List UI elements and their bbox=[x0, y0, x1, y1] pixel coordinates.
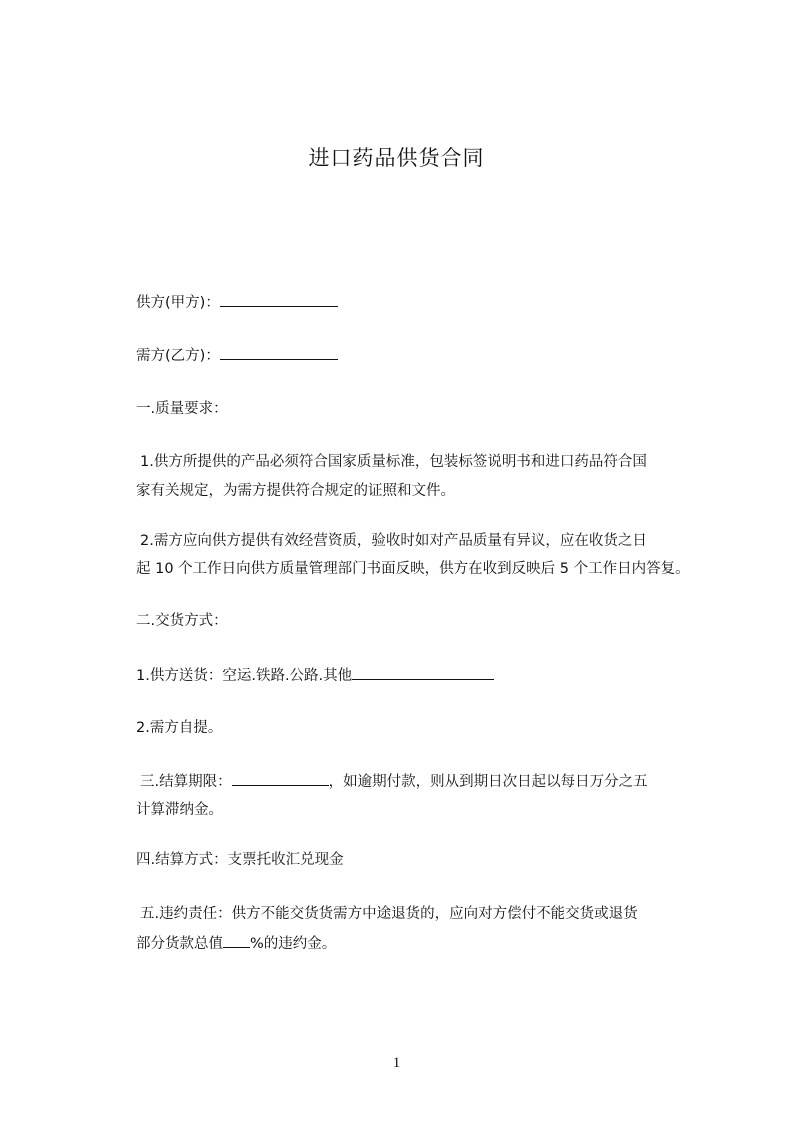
buyer-blank bbox=[220, 345, 338, 360]
section4: 四.结算方式：支票托收汇兑现金 bbox=[136, 852, 344, 868]
section2-heading: 二.交货方式： bbox=[136, 613, 228, 629]
supplier-line bbox=[136, 292, 338, 313]
buyer-line bbox=[136, 345, 338, 366]
page-number: 1 bbox=[392, 1055, 401, 1071]
section5-line2 bbox=[136, 933, 336, 954]
item2-1-text: 1.供方送货：空运.铁路.公路.其他 bbox=[136, 668, 353, 684]
item2-1 bbox=[136, 665, 494, 686]
section5-prefix: 部分货款总值 bbox=[136, 936, 223, 952]
document-title: 进口药品供货合同 bbox=[308, 146, 485, 170]
supplier-blank bbox=[220, 292, 338, 307]
section5-suffix: %的违约金。 bbox=[250, 936, 337, 952]
section3-line1 bbox=[140, 771, 648, 792]
item1-1-line2: 家有关规定，为需方提供符合规定的证照和文件。 bbox=[136, 483, 455, 499]
penalty-percent-blank bbox=[223, 933, 250, 948]
section5-line1: 五.违约责任：供方不能交货货需方中途退货的，应向对方偿付不能交货或退货 bbox=[140, 906, 638, 922]
section3-line2: 计算滞纳金。 bbox=[136, 802, 223, 818]
buyer-label: 需方(乙方)： bbox=[136, 348, 220, 364]
item1-2-line2: 起 10 个工作日向供方质量管理部门书面反映，供方在收到反映后 5 个工作日内答复。 bbox=[136, 561, 690, 577]
item2-2: 2.需方自提。 bbox=[136, 720, 223, 736]
section1-heading: 一.质量要求： bbox=[136, 401, 228, 417]
delivery-other-blank bbox=[352, 665, 494, 680]
section3-suffix: ，如逾期付款，则从到期日次日起以每日万分之五 bbox=[328, 774, 648, 790]
supplier-label: 供方(甲方)： bbox=[136, 295, 220, 311]
item1-2-line1: 2.需方应向供方提供有效经营资质，验收时如对产品质量有异议，应在收货之日 bbox=[140, 533, 647, 549]
settlement-period-blank bbox=[232, 771, 329, 786]
item1-1-line1: 1.供方所提供的产品必须符合国家质量标准，包装标签说明书和进口药品符合国 bbox=[140, 454, 647, 470]
section3-prefix: 三.结算期限： bbox=[140, 774, 232, 790]
